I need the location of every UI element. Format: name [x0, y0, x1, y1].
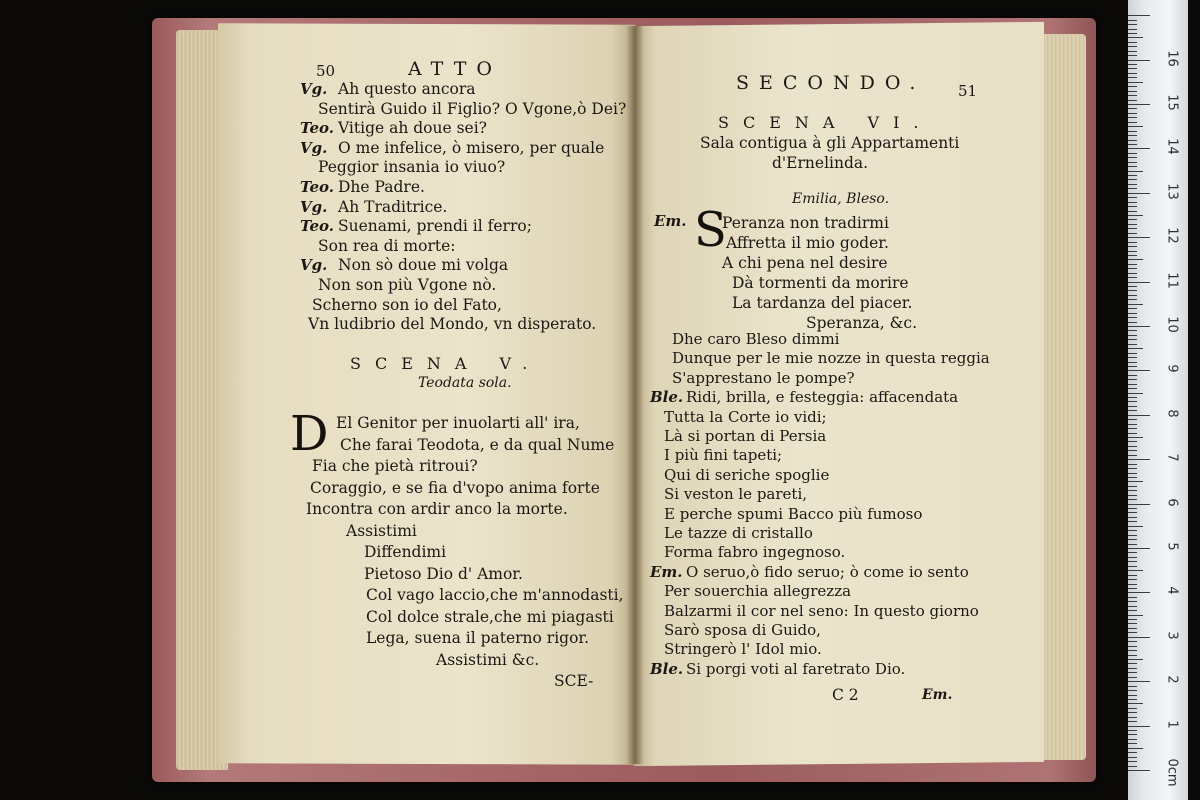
ruler-tick: [1128, 131, 1137, 132]
ruler-tick: [1128, 659, 1143, 660]
ruler-tick: [1128, 20, 1137, 21]
ruler-tick: [1128, 552, 1137, 553]
ruler-tick: [1128, 153, 1137, 154]
aria-line: Col dolce strale,che mi piagasti: [366, 608, 614, 626]
aria-line: Incontra con ardir anco la morte.: [306, 500, 568, 518]
ruler-tick: [1128, 757, 1137, 758]
dialogue-line: Forma fabro ingegnoso.: [664, 543, 846, 561]
ruler-tick: [1128, 179, 1137, 180]
speaker-label: Teo.: [300, 178, 334, 196]
ruler-tick: [1128, 441, 1137, 442]
ruler-tick: [1128, 606, 1137, 607]
ruler-tick: [1128, 641, 1137, 642]
right-aria-refrain: Speranza, &c.: [806, 314, 918, 332]
dialogue-line: Peggior insania io viuo?: [318, 158, 506, 176]
ruler-tick: [1128, 33, 1137, 34]
ruler-tick: [1128, 410, 1137, 411]
ruler-tick: [1128, 171, 1143, 172]
dialogue-line: Dhe caro Bleso dimmi: [672, 330, 840, 348]
ruler-number: 13: [1164, 183, 1180, 200]
ruler-tick: [1128, 126, 1143, 127]
ruler-tick: [1128, 695, 1137, 696]
speaker-label: Teo.: [300, 119, 334, 137]
ruler-tick: [1128, 277, 1137, 278]
ruler-tick: [1128, 561, 1137, 562]
ruler-tick: [1128, 743, 1137, 744]
ruler-tick: [1128, 162, 1137, 163]
dialogue-line: Le tazze di cristallo: [664, 524, 813, 542]
ruler-tick: [1128, 29, 1137, 30]
speaker-label: Vg.: [300, 139, 328, 157]
ruler-tick: [1128, 446, 1137, 447]
ruler-tick: [1128, 486, 1137, 487]
ruler-tick: [1128, 468, 1137, 469]
aria-line: Peranza non tradirmi: [722, 214, 889, 232]
ruler-tick: [1128, 517, 1137, 518]
ruler-tick: [1128, 108, 1137, 109]
speaker-label: Ble.: [650, 660, 684, 678]
dialogue-line: Si porgi voti al faretrato Dio.: [686, 660, 906, 678]
ruler-tick: [1128, 539, 1137, 540]
aria-line: La tardanza del piacer.: [732, 294, 913, 312]
speaker-label: Ble.: [650, 388, 684, 406]
dialogue-line: Ridi, brilla, e festeggia: affacendata: [686, 388, 959, 406]
ruler-tick: [1128, 188, 1137, 189]
ruler-tick: [1128, 730, 1137, 731]
ruler-tick: [1128, 703, 1143, 704]
ruler-tick: [1128, 566, 1137, 567]
ruler-tick: [1128, 242, 1137, 243]
dialogue-line: Sentirà Guido il Figlio? O Vgone,ò Dei?: [318, 100, 627, 118]
ruler-tick: [1128, 95, 1137, 96]
dialogue-line: Qui di seriche spoglie: [664, 466, 830, 484]
aria-line: Dà tormenti da morire: [732, 274, 909, 292]
ruler-tick: [1128, 86, 1137, 87]
left-page-number: 50: [316, 62, 336, 80]
ruler-tick: [1128, 397, 1137, 398]
ruler-tick: [1128, 317, 1137, 318]
setting-line-1: Sala contigua à gli Appartamenti: [700, 134, 960, 152]
dialogue-line: Là si portan di Persia: [664, 427, 827, 445]
ruler-number: 16: [1164, 50, 1180, 67]
ruler-tick: [1128, 308, 1137, 309]
ruler-tick: [1128, 37, 1143, 38]
speaker-label: Vg.: [300, 80, 328, 98]
dialogue-line: Stringerò l' Idol mio.: [664, 640, 822, 658]
ruler-tick: [1128, 406, 1137, 407]
dialogue-line: Dunque per le mie nozze in questa reggia: [672, 349, 990, 367]
ruler-tick: [1128, 655, 1137, 656]
ruler-number: 1: [1164, 720, 1180, 729]
ruler-tick: [1128, 215, 1143, 216]
ruler-tick: [1128, 544, 1137, 545]
ruler-tick: [1128, 295, 1137, 296]
ruler-tick: [1128, 122, 1137, 123]
ruler-number: 4: [1164, 586, 1180, 595]
ruler-number: 6: [1164, 498, 1180, 507]
ruler-tick: [1128, 393, 1143, 394]
ruler-number: 5: [1164, 542, 1180, 551]
signature-mark: C 2: [832, 686, 859, 704]
ruler-tick: [1128, 575, 1137, 576]
ruler-number: 10: [1164, 316, 1180, 333]
ruler-number: 0cm: [1164, 758, 1180, 787]
ruler-tick: [1128, 761, 1137, 762]
ruler-tick: [1128, 255, 1137, 256]
ruler-tick: [1128, 615, 1143, 616]
ruler-tick: [1128, 464, 1137, 465]
ruler-tick: [1128, 348, 1143, 349]
ruler-number: 11: [1164, 272, 1180, 289]
ruler-tick: [1128, 82, 1143, 83]
ruler-tick: [1128, 592, 1150, 593]
ruler-tick: [1128, 632, 1137, 633]
aria-line: Fia che pietà ritroui?: [312, 457, 478, 475]
ruler-tick: [1128, 548, 1150, 549]
ruler-tick: [1128, 584, 1137, 585]
ruler-tick: [1128, 481, 1143, 482]
ruler-tick: [1128, 739, 1137, 740]
ruler-tick: [1128, 117, 1137, 118]
ruler-tick: [1128, 721, 1137, 722]
ruler-tick: [1128, 51, 1137, 52]
ruler-number: 3: [1164, 631, 1180, 640]
ruler-tick: [1128, 100, 1137, 101]
dialogue-line: Vn ludibrio del Mondo, vn disperato.: [308, 315, 597, 333]
ruler-tick: [1128, 42, 1137, 43]
ruler-tick: [1128, 166, 1137, 167]
dialogue-line: S'apprestano le pompe?: [672, 369, 855, 387]
ruler-tick: [1128, 490, 1137, 491]
dialogue-line: Non son più Vgone nò.: [318, 276, 497, 294]
ruler-tick: [1128, 601, 1137, 602]
ruler-tick: [1128, 313, 1137, 314]
ruler-number: 2: [1164, 675, 1180, 684]
ruler-tick: [1128, 734, 1137, 735]
right-catchword: Em.: [922, 687, 953, 703]
ruler-tick: [1128, 322, 1137, 323]
ruler-tick: [1128, 637, 1150, 638]
ruler-tick: [1128, 184, 1137, 185]
dialogue-line: Dhe Padre.: [338, 178, 425, 196]
right-scene-heading: SCENA VI.: [718, 113, 933, 132]
ruler-tick: [1128, 370, 1150, 371]
ruler-tick: [1128, 455, 1137, 456]
ruler-tick: [1128, 335, 1137, 336]
ruler-tick: [1128, 699, 1137, 700]
ruler-tick: [1128, 77, 1137, 78]
ruler-tick: [1128, 219, 1137, 220]
aria-line: Diffendimi: [364, 543, 447, 561]
ruler-tick: [1128, 211, 1137, 212]
ruler-tick: [1128, 388, 1137, 389]
ruler-tick: [1128, 246, 1137, 247]
ruler-tick: [1128, 290, 1137, 291]
aria-line: Coraggio, e se fia d'vopo anima forte: [310, 479, 600, 497]
ruler-number: 15: [1164, 94, 1180, 111]
ruler-tick: [1128, 384, 1137, 385]
ruler-tick: [1128, 55, 1137, 56]
ruler-tick: [1128, 228, 1137, 229]
dialogue-line: Vitige ah doue sei?: [338, 119, 487, 137]
ruler-tick: [1128, 202, 1137, 203]
dialogue-line: Tutta la Corte io vidi;: [664, 408, 827, 426]
ruler-tick: [1128, 557, 1137, 558]
ruler-tick: [1128, 650, 1137, 651]
ruler-tick: [1128, 286, 1137, 287]
left-scene-heading: SCENA V.: [350, 354, 542, 373]
ruler-tick: [1128, 375, 1137, 376]
ruler-tick: [1128, 401, 1137, 402]
setting-line-2: d'Ernelinda.: [772, 154, 869, 172]
ruler-tick: [1128, 526, 1143, 527]
ruler-tick: [1128, 570, 1143, 571]
ruler-tick: [1128, 273, 1137, 274]
ruler-tick: [1128, 264, 1137, 265]
ruler-tick: [1128, 344, 1137, 345]
measuring-ruler: [1128, 0, 1188, 800]
ruler-tick: [1128, 521, 1137, 522]
ruler-tick: [1128, 690, 1137, 691]
ruler-tick: [1128, 24, 1137, 25]
ruler-tick: [1128, 428, 1137, 429]
aria-line: El Genitor per inuolarti all' ira,: [336, 414, 580, 432]
ruler-tick: [1128, 140, 1137, 141]
ruler-tick: [1128, 530, 1137, 531]
ruler-tick: [1128, 588, 1137, 589]
left-running-head: ATTO: [408, 58, 502, 80]
ruler-number: 12: [1164, 227, 1180, 244]
ruler-tick: [1128, 646, 1137, 647]
ruler-tick: [1128, 175, 1137, 176]
aria-line: Pietoso Dio d' Amor.: [364, 565, 523, 583]
ruler-tick: [1128, 499, 1137, 500]
ruler-tick: [1128, 512, 1137, 513]
ruler-number: 8: [1164, 409, 1180, 418]
ruler-tick: [1128, 304, 1143, 305]
ruler-tick: [1128, 91, 1137, 92]
dialogue-line: I più fini tapeti;: [664, 446, 783, 464]
ruler-tick: [1128, 135, 1137, 136]
dialogue-line: Ah Traditrice.: [338, 198, 448, 216]
ruler-tick: [1128, 259, 1143, 260]
ruler-tick: [1128, 766, 1137, 767]
dialogue-line: Ah questo ancora: [338, 80, 476, 98]
ruler-tick: [1128, 424, 1137, 425]
ruler-tick: [1128, 610, 1137, 611]
ruler-tick: [1128, 770, 1150, 771]
ruler-tick: [1128, 579, 1137, 580]
ruler-tick: [1128, 206, 1137, 207]
dialogue-line: Suenami, prendi il ferro;: [338, 217, 532, 235]
scene-characters: Emilia, Bleso.: [792, 191, 890, 207]
ruler-tick: [1128, 619, 1137, 620]
dialogue-line: Si veston le pareti,: [664, 485, 808, 503]
ruler-tick: [1128, 686, 1137, 687]
ruler-number: 7: [1164, 453, 1180, 462]
ruler-tick: [1128, 708, 1137, 709]
ruler-tick: [1128, 726, 1150, 727]
aria-line: Assistimi: [346, 522, 417, 540]
right-page-number: 51: [958, 82, 978, 100]
ruler-tick: [1128, 508, 1137, 509]
ruler-tick: [1128, 477, 1137, 478]
ruler-tick: [1128, 415, 1150, 416]
ruler-tick: [1128, 459, 1150, 460]
ruler-tick: [1128, 113, 1137, 114]
ruler-tick: [1128, 326, 1150, 327]
ruler-tick: [1128, 433, 1137, 434]
ruler-tick: [1128, 339, 1137, 340]
ruler-tick: [1128, 535, 1137, 536]
ruler-tick: [1128, 668, 1137, 669]
dialogue-line: O me infelice, ò misero, per quale: [338, 139, 605, 157]
ruler-tick: [1128, 366, 1137, 367]
ruler-tick: [1128, 60, 1150, 61]
aria-line: Affretta il mio goder.: [726, 234, 889, 252]
ruler-tick: [1128, 362, 1137, 363]
aria-line: Che farai Teodota, e da qual Nume: [340, 436, 615, 454]
dialogue-line: Per souerchia allegrezza: [664, 582, 852, 600]
ruler-tick: [1128, 73, 1137, 74]
speaker-label: Teo.: [300, 217, 334, 235]
ruler-tick: [1128, 419, 1137, 420]
ruler-tick: [1128, 353, 1137, 354]
ruler-tick: [1128, 157, 1137, 158]
ruler-tick: [1128, 330, 1137, 331]
ruler-tick: [1128, 681, 1150, 682]
dialogue-line: Sarò sposa di Guido,: [664, 621, 821, 639]
speaker-label: Em.: [650, 563, 683, 581]
ruler-tick: [1128, 197, 1137, 198]
ruler-tick: [1128, 672, 1137, 673]
ruler-tick: [1128, 712, 1137, 713]
aria-line: Lega, suena il paterno rigor.: [366, 629, 590, 647]
ruler-tick: [1128, 237, 1150, 238]
ruler-tick: [1128, 437, 1143, 438]
speaker-label: Vg.: [300, 198, 328, 216]
ruler-tick: [1128, 15, 1150, 16]
left-dropcap: D: [290, 406, 329, 462]
ruler-tick: [1128, 148, 1150, 149]
dialogue-line: Scherno son io del Fato,: [312, 296, 502, 314]
speaker-label: Vg.: [300, 256, 328, 274]
ruler-number: 9: [1164, 364, 1180, 373]
dialogue-line: Non sò doue mi volga: [338, 256, 509, 274]
ruler-tick: [1128, 68, 1137, 69]
ruler-tick: [1128, 193, 1150, 194]
left-catchword: SCE-: [554, 672, 594, 690]
aria-line: Col vago laccio,che m'annodasti,: [366, 586, 624, 604]
ruler-tick: [1128, 495, 1137, 496]
ruler-tick: [1128, 473, 1137, 474]
ruler-tick: [1128, 748, 1143, 749]
ruler-tick: [1128, 268, 1137, 269]
ruler-tick: [1128, 752, 1137, 753]
dialogue-line: E perche spumi Bacco più fumoso: [664, 505, 923, 523]
ruler-tick: [1128, 357, 1137, 358]
right-running-head: SECONDO.: [736, 72, 926, 94]
ruler-tick: [1128, 224, 1137, 225]
right-dropcap: S: [694, 202, 727, 258]
dialogue-line: Balzarmi il cor nel seno: In questo giorno: [664, 602, 979, 620]
ruler-tick: [1128, 144, 1137, 145]
ruler-tick: [1128, 677, 1137, 678]
ruler-tick: [1128, 717, 1137, 718]
ruler-tick: [1128, 251, 1137, 252]
ruler-tick: [1128, 64, 1137, 65]
ruler-tick: [1128, 233, 1137, 234]
dialogue-line: Son rea di morte:: [318, 237, 456, 255]
ruler-tick: [1128, 46, 1137, 47]
aria-line: Assistimi &c.: [436, 651, 540, 669]
ruler-tick: [1128, 299, 1137, 300]
ruler-tick: [1128, 504, 1150, 505]
aria-line: A chi pena nel desire: [722, 254, 888, 272]
ruler-tick: [1128, 450, 1137, 451]
left-scene-subtitle: Teodata sola.: [418, 375, 512, 391]
ruler-tick: [1128, 379, 1137, 380]
book-gutter: [626, 26, 644, 764]
ruler-number: 14: [1164, 138, 1180, 155]
ruler-tick: [1128, 628, 1137, 629]
ruler-tick: [1128, 623, 1137, 624]
right-first-speaker: Em.: [654, 212, 687, 230]
dialogue-line: O seruo,ò fido seruo; ò come io sento: [686, 563, 969, 581]
ruler-tick: [1128, 282, 1150, 283]
ruler-tick: [1128, 663, 1137, 664]
ruler-tick: [1128, 597, 1137, 598]
ruler-tick: [1128, 104, 1150, 105]
